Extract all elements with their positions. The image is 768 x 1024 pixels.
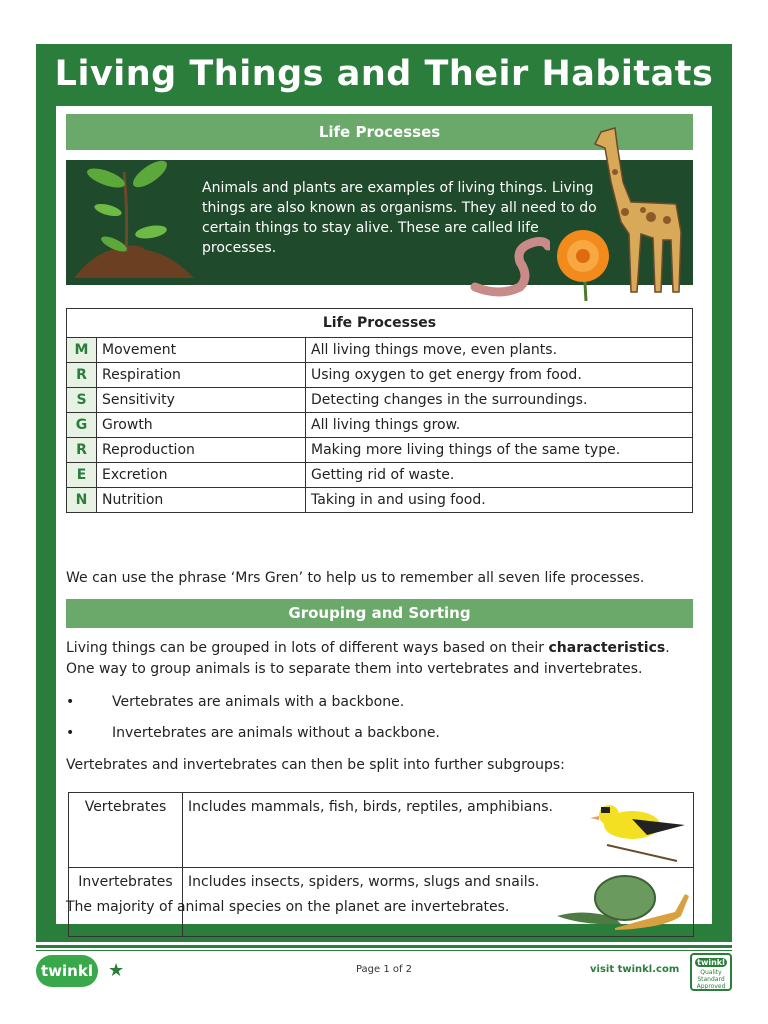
group-description — [183, 793, 694, 868]
process-description: Taking in and using food. — [306, 488, 693, 513]
plant-illustration — [66, 152, 201, 292]
grouping-text-end: . One way to group animals is to separate them into vertebrates and invertebrates. — [66, 640, 670, 677]
mnemonic-letter: N — [67, 488, 97, 513]
grouping-paragraph — [66, 638, 696, 680]
intro-banner — [66, 160, 693, 285]
group-name: Invertebrates — [69, 868, 183, 937]
table-row — [67, 413, 693, 438]
intro-text: Animals and plants are examples of living things. Living things are also known as organisms. They all need to do certain things to stay alive. These are called life processes. — [202, 180, 597, 256]
visit-link[interactable]: visit twinkl.com — [590, 964, 680, 975]
process-name: Reproduction — [97, 438, 306, 463]
process-description: Getting rid of waste. — [306, 463, 693, 488]
process-name: Excretion — [97, 463, 306, 488]
process-name: Growth — [97, 413, 306, 438]
worm-illustration — [470, 232, 550, 302]
life-processes-heading: Life Processes — [66, 114, 693, 150]
process-name: Movement — [97, 338, 306, 363]
characteristics-term: characteristics — [548, 640, 666, 656]
closing-text: The majority of animal species on the planet are invertebrates. — [66, 899, 510, 915]
bird-illustration — [587, 795, 691, 865]
table-row — [67, 488, 693, 513]
table-row — [67, 463, 693, 488]
process-description: All living things move, even plants. — [306, 338, 693, 363]
list-item-text: Vertebrates are animals with a backbone. — [112, 694, 405, 710]
list-item-text: Invertebrates are animals without a backbone. — [112, 725, 440, 741]
table-row — [67, 388, 693, 413]
group-description-text: Includes insects, spiders, worms, slugs and snails. — [188, 874, 540, 890]
table-row — [69, 793, 694, 868]
life-processes-table — [66, 308, 693, 513]
page-frame — [36, 44, 732, 942]
bullet-icon: • — [66, 694, 75, 710]
page-title: Living Things and Their Habitats — [54, 54, 714, 94]
mnemonic-letter: R — [67, 438, 97, 463]
table-row — [67, 363, 693, 388]
process-description: Making more living things of the same type. — [306, 438, 693, 463]
footer-divider-thin — [36, 950, 732, 951]
process-description: All living things grow. — [306, 413, 693, 438]
giraffe-illustration — [581, 122, 693, 302]
page-number: Page 1 of 2 — [355, 964, 413, 975]
grouping-text-start: Living things can be grouped in lots of different ways based on their — [66, 640, 549, 656]
mnemonic-letter: M — [67, 338, 97, 363]
quality-badge — [690, 953, 732, 991]
footer-divider — [36, 945, 732, 948]
group-description-text: Includes mammals, fish, birds, reptiles, amphibians. — [188, 799, 553, 815]
mnemonic-letter: S — [67, 388, 97, 413]
process-description: Detecting changes in the surroundings. — [306, 388, 693, 413]
table-row — [67, 438, 693, 463]
life-table-header: Life Processes — [67, 309, 693, 338]
mnemonic-letter: G — [67, 413, 97, 438]
process-name: Respiration — [97, 363, 306, 388]
mnemonic-letter: R — [67, 363, 97, 388]
content-panel — [56, 106, 712, 924]
process-name: Nutrition — [97, 488, 306, 513]
subgroups-intro: Vertebrates and invertebrates can then be split into further subgroups: — [66, 757, 565, 773]
badge-subtitle: Quality Standard Approved — [696, 969, 726, 990]
process-description: Using oxygen to get energy from food. — [306, 363, 693, 388]
star-icon: ★ — [108, 960, 125, 981]
mnemonic-letter: E — [67, 463, 97, 488]
grouping-sorting-heading: Grouping and Sorting — [66, 599, 693, 628]
process-name: Sensitivity — [97, 388, 306, 413]
table-row — [67, 338, 693, 363]
bullet-icon: • — [66, 725, 75, 741]
group-name: Vertebrates — [69, 793, 183, 868]
badge-title: twinkl — [695, 958, 727, 967]
twinkl-logo[interactable]: twinkl — [36, 955, 98, 987]
mrs-gren-note: We can use the phrase ‘Mrs Gren’ to help us to remember all seven life processes. — [66, 570, 645, 586]
